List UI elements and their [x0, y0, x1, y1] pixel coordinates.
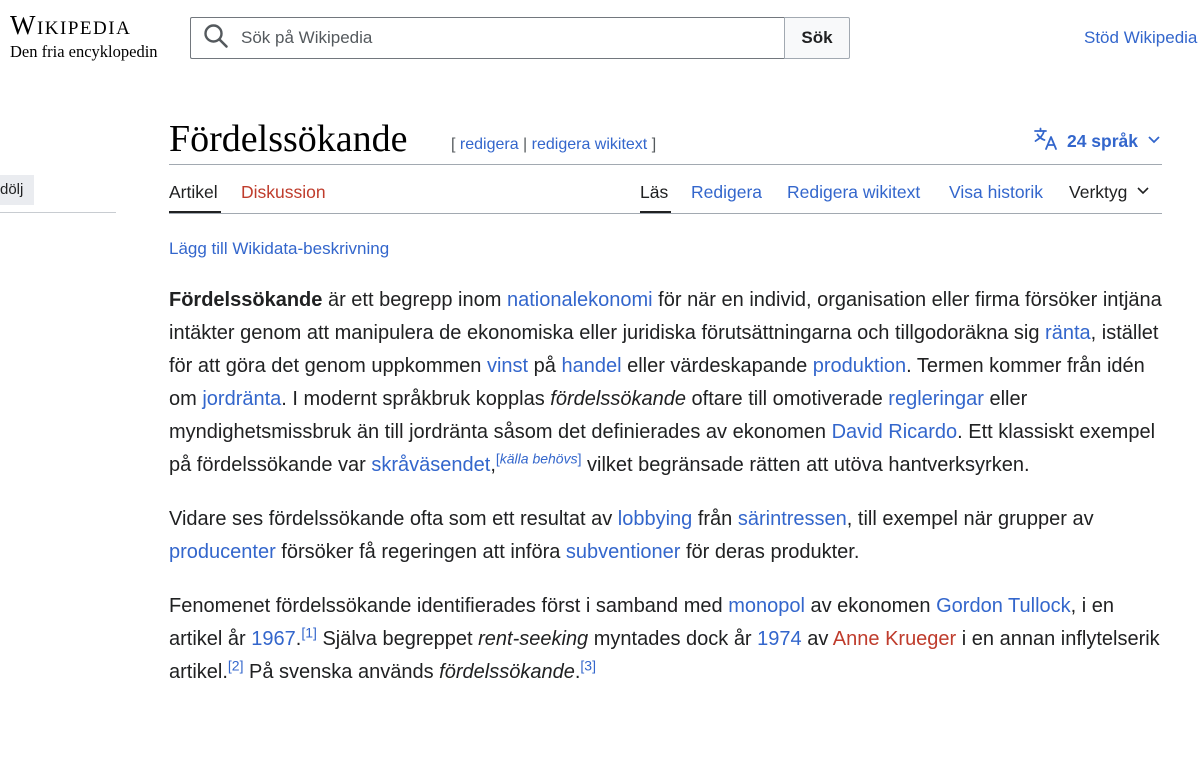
donate-link[interactable]: Stöd Wikipedia [1084, 28, 1198, 47]
reference-1 [301, 624, 317, 640]
reference-link-1[interactable]: [1] [301, 624, 317, 641]
link-gordon-tullock[interactable]: Gordon Tullock [936, 595, 1071, 617]
italic-term: fördelssökande [550, 388, 686, 410]
page-title: Fördelssökande [169, 118, 408, 160]
tab-article[interactable]: Artikel [169, 182, 218, 202]
search-input[interactable] [239, 27, 759, 49]
text: för när en individ, organisation eller firma försöker intjäna intäkter genom att manipulera de ekonomiska eller juridiska förutsättningarna och tillgodoräkna sig [169, 289, 1162, 344]
link-1974[interactable]: 1974 [757, 628, 802, 650]
link-jordranta[interactable]: jordränta [202, 388, 282, 410]
tab-edit-wikitext[interactable]: Redigera wikitext [787, 182, 921, 202]
paragraph-3 [169, 590, 1169, 689]
link-producenter[interactable]: producenter [169, 541, 276, 563]
link-lobbying[interactable]: lobbying [617, 508, 693, 530]
citation-needed-link[interactable]: källa behövs [499, 450, 578, 467]
cite-bracket: ] [577, 450, 582, 467]
text: . [574, 661, 581, 683]
logo-wordmark: Wikipedia [10, 10, 132, 40]
header [0, 0, 1200, 78]
link-anne-krueger[interactable]: Anne Krueger [832, 628, 957, 650]
edit-wikitext-link[interactable]: redigera wikitext [531, 136, 648, 153]
cite-bracket: [ [495, 450, 500, 467]
text: . I modernt språkbruk kopplas [281, 388, 551, 410]
edit-bracket-open: [ [451, 136, 460, 153]
text: eller värdeskapande [621, 355, 813, 377]
text: från [692, 508, 738, 530]
language-count: 24 språk [1066, 131, 1138, 151]
text: Själva begreppet [316, 628, 479, 650]
edit-bracket-close: ] [647, 136, 657, 153]
chevron-down-icon [1146, 131, 1162, 152]
bold-term: Fördelssökande [169, 289, 323, 311]
tab-read[interactable]: Läs [640, 182, 669, 202]
link-skravasendet[interactable]: skråväsendet [371, 454, 491, 476]
paragraph-2 [169, 503, 1169, 569]
sidebar-hide-button[interactable] [0, 175, 34, 205]
title-divider [169, 164, 1162, 165]
tab-discussion[interactable]: Diskussion [241, 182, 326, 202]
paragraph-1 [169, 284, 1169, 482]
text: oftare till omotiverade [685, 388, 889, 410]
text: för deras produkter. [680, 541, 860, 563]
translate-icon [1033, 126, 1059, 157]
link-ranta[interactable]: ränta [1045, 322, 1091, 344]
wikidata-description-link[interactable]: Lägg till Wikidata-beskrivning [169, 239, 390, 258]
text: eller myndighetsmissbruk än till jordränta såsom det definierades av ekonomen [169, 388, 1028, 443]
language-button[interactable] [1033, 126, 1162, 157]
link-sarintressen[interactable]: särintressen [737, 508, 847, 530]
text: på [528, 355, 562, 377]
search-box[interactable] [190, 17, 784, 59]
text: . Termen kommer från idén om [169, 355, 1145, 410]
link-monopol[interactable]: monopol [728, 595, 805, 617]
sidebar-hide-label: dölj [0, 181, 24, 198]
text: är ett begrepp inom [322, 289, 507, 311]
edit-section [451, 136, 656, 154]
tab-history[interactable]: Visa historik [949, 182, 1044, 202]
link-david-ricardo[interactable]: David Ricardo [831, 421, 958, 443]
edit-separator: | [518, 136, 532, 153]
text: Fenomenet fördelssökande identifierades först i samband med [169, 595, 729, 617]
text: , till exempel när grupper av [846, 508, 1094, 530]
text: . [295, 628, 302, 650]
link-nationalekonomi[interactable]: nationalekonomi [506, 289, 653, 311]
link-produktion[interactable]: produktion [812, 355, 907, 377]
text: av [801, 628, 833, 650]
article-body [169, 284, 1169, 710]
italic-term: fördelssökande [439, 661, 575, 683]
reference-3 [580, 657, 596, 673]
search-form [190, 17, 850, 59]
link-handel[interactable]: handel [561, 355, 622, 377]
link-1967[interactable]: 1967 [251, 628, 296, 650]
search-button[interactable]: Sök [784, 17, 850, 59]
sidebar-divider [0, 212, 116, 213]
chevron-down-icon [1135, 182, 1151, 203]
reference-2 [228, 657, 244, 673]
link-regleringar[interactable]: regleringar [888, 388, 984, 410]
text: myntades dock år [588, 628, 758, 650]
text: vilket begränsade rätten att utöva hantverksyrken. [581, 454, 1030, 476]
link-subventioner[interactable]: subventioner [565, 541, 681, 563]
title-row [169, 112, 1162, 164]
text: i en annan inflytelserik artikel. [169, 628, 1160, 683]
text: försöker få regeringen att införa [275, 541, 566, 563]
italic-term: rent-seeking [478, 628, 589, 650]
tools-label: Verktyg [1069, 182, 1128, 202]
tools-menu[interactable] [1069, 182, 1151, 203]
text: av ekonomen [804, 595, 937, 617]
text: . Ett klassiskt exempel på fördelssökande var [169, 421, 1156, 476]
tab-edit[interactable]: Redigera [691, 182, 763, 202]
wikipedia-logo[interactable] [10, 10, 158, 62]
text: , i en artikel år [169, 595, 1114, 650]
reference-link-2[interactable]: [2] [227, 657, 244, 674]
text: , [490, 454, 496, 476]
page-tabs [169, 178, 1162, 214]
citation-needed [496, 450, 582, 466]
reference-link-3[interactable]: [3] [580, 657, 596, 674]
text: Vidare ses fördelssökande ofta som ett resultat av [169, 508, 618, 530]
text: På svenska används [243, 661, 440, 683]
tabs-divider [169, 213, 1162, 214]
text: , istället för att göra det genom uppkommen [169, 322, 1159, 377]
link-vinst[interactable]: vinst [486, 355, 529, 377]
logo-tagline: Den fria encyklopedin [10, 42, 158, 61]
edit-link[interactable]: redigera [459, 136, 519, 153]
search-icon [203, 23, 229, 54]
